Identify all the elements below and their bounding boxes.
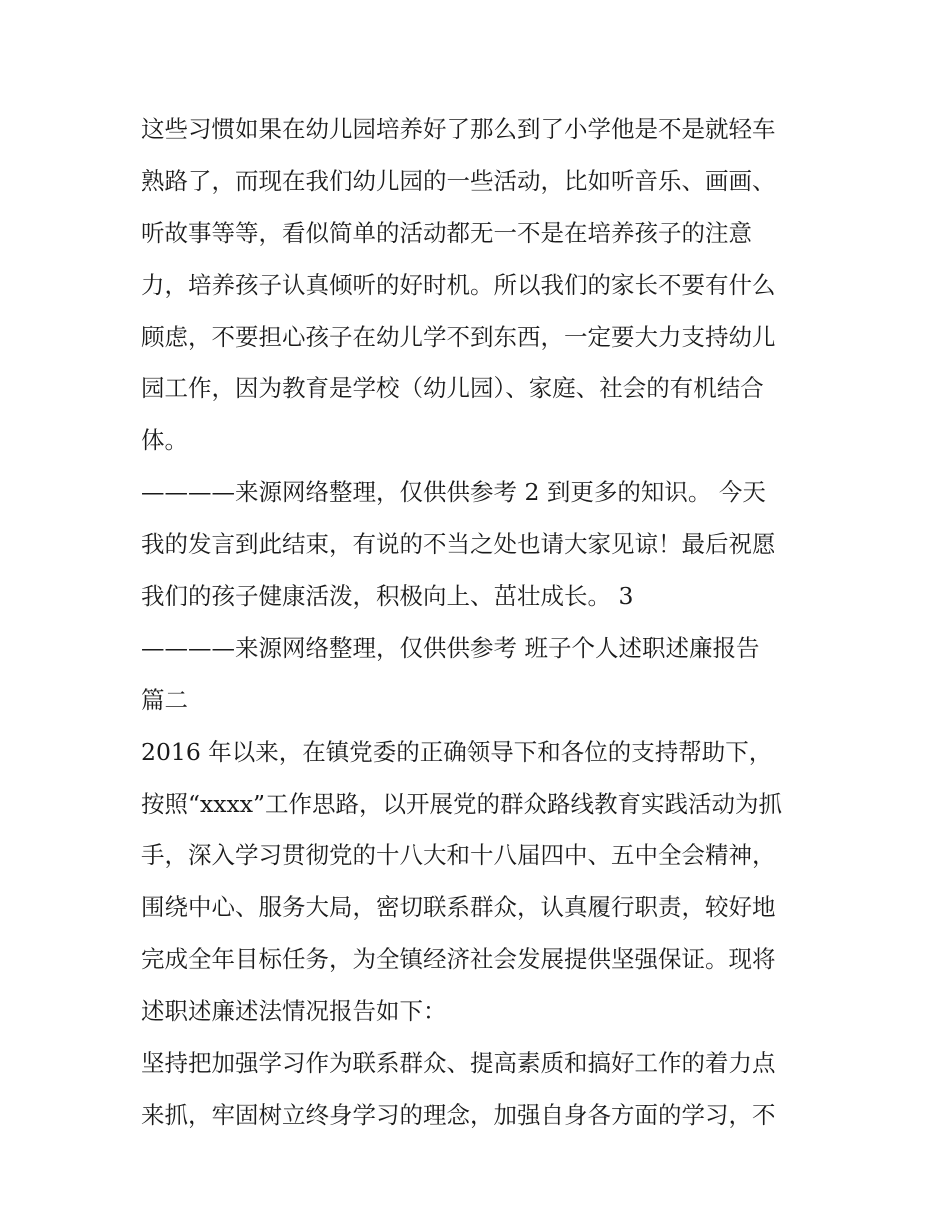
text-line: 熟路了，而现在我们幼儿园的一些活动，比如听音乐、画画、 — [141, 166, 776, 195]
text-line: 围绕中心、服务大局，密切联系群众，认真履行职责，较好地 — [141, 893, 776, 922]
text-line: 听故事等等，看似简单的活动都无一不是在培养孩子的注意 — [141, 218, 752, 247]
text-line: 述职述廉述法情况报告如下： — [141, 997, 447, 1026]
text-line: 手，深入学习贯彻党的十八大和十八届四中、五中全会精神， — [141, 841, 776, 870]
section-heading: 篇二 — [141, 685, 188, 714]
text-line: 园工作，因为教育是学校（幼儿园）、家庭、社会的有机结合 — [141, 374, 764, 403]
text-line: 来抓，牢固树立终身学习的理念，加强自身各方面的学习，不 — [141, 1100, 776, 1129]
body-text — [141, 104, 821, 1142]
text-line: 完成全年目标任务，为全镇经济社会发展提供坚强保证。现将 — [141, 945, 776, 974]
text-line: 我的发言到此结束，有说的不当之处也请大家见谅！最后祝愿 — [141, 530, 776, 559]
text-line: 坚持把加强学习作为联系群众、提高素质和搞好工作的着力点 — [141, 1049, 776, 1078]
text-line: 2016 年以来，在镇党委的正确领导下和各位的支持帮助下， — [141, 737, 773, 766]
source-note-line: ————来源网络整理，仅供供参考 班子个人述职述廉报告 — [141, 633, 760, 662]
text-line: 我们的孩子健康活泼，积极向上、茁壮成长。 3 — [141, 582, 634, 611]
text-line: 这些习惯如果在幼儿园培养好了那么到了小学他是不是就轻车 — [141, 115, 776, 143]
text-line: 体。 — [141, 426, 188, 455]
text-line: 力，培养孩子认真倾听的好时机。所以我们的家长不要有什么 — [141, 270, 776, 299]
text-line: 按照“xxxx”工作思路，以开展党的群众路线教育实践活动为抓 — [141, 789, 783, 818]
text-line: 顾虑，不要担心孩子在幼儿学不到东西，一定要大力支持幼儿 — [141, 322, 776, 351]
source-note-line: ————来源网络整理，仅供供参考 2 到更多的知识。 今天 — [141, 478, 766, 507]
